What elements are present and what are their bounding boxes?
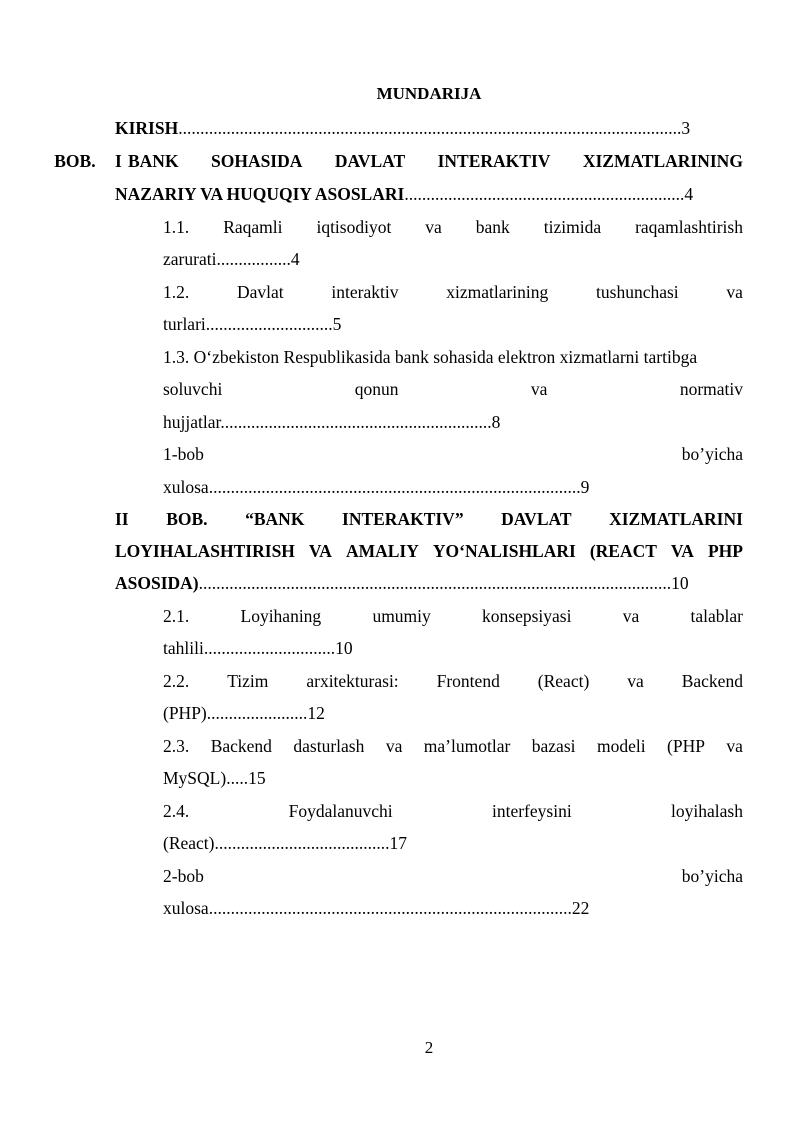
toc-page: 10	[335, 638, 353, 658]
leader-dots: ........................................	[214, 833, 390, 853]
toc-section-2-3[interactable]: 2.3. Backend dasturlash va ma’lumotlar bazasi modeli (PHP va	[163, 736, 743, 756]
toc-conclusion-1[interactable]: 1-bob bo’yicha	[163, 444, 743, 464]
toc-page: 15	[248, 768, 266, 788]
toc-chapter-2-heading[interactable]: II BOB. “BANK INTERAKTIV” DAVLAT XIZMATLARINI	[115, 509, 743, 529]
page-title: MUNDARIJA	[376, 84, 482, 103]
toc-chapter-2-tail[interactable]: ASOSIDA)............................................................................................................10	[115, 573, 689, 593]
toc-section-2-4[interactable]: 2.4. Foydalanuvchi interfeysini loyihalash	[163, 801, 743, 821]
leader-dots: ............................................................................................................	[198, 573, 672, 593]
toc-section-2-2[interactable]: 2.2. Tizim arxitekturasi: Frontend (React) va Backend	[163, 671, 743, 691]
page-number: 2	[424, 1038, 434, 1057]
leader-dots: ...................................................................................	[208, 898, 572, 918]
toc-page: 22	[571, 898, 590, 918]
leader-dots: ..............................................................	[220, 412, 492, 432]
toc-page: 12	[307, 703, 325, 723]
toc-conclusion-2[interactable]: 2-bob bo’yicha	[163, 866, 743, 886]
leader-dots: .............................	[205, 314, 333, 334]
toc-section-2-4-tail[interactable]: (React)........................................17	[163, 833, 407, 853]
toc-chapter-2-line2[interactable]: LOYIHALASHTIRISH VA AMALIY YO‘NALISHLARI (REACT VA PHP	[115, 541, 743, 561]
toc-page: 10	[671, 573, 689, 593]
toc-entry-kirish[interactable]: KIRISH...................................................................................................................3	[115, 118, 691, 138]
toc-page: 9	[580, 477, 590, 497]
toc-page: 8	[491, 412, 501, 432]
leader-dots: .......................	[206, 703, 308, 723]
toc-page: 17	[389, 833, 407, 853]
toc-conclusion-2-tail[interactable]: xulosa...................................................................................22	[163, 898, 590, 918]
leader-dots: ................................................................	[404, 184, 685, 204]
toc-page: 4	[684, 184, 694, 204]
toc-section-2-1[interactable]: 2.1. Loyihaning umumiy konsepsiyasi va talablar	[163, 606, 743, 626]
toc-chapter-1-heading[interactable]: I BOB. BANK SOHASIDA DAVLAT INTERAKTIV XIZMATLARINING	[54, 151, 743, 171]
toc-chapter-1-tail[interactable]: NAZARIY VA HUQUQIY ASOSLARI................................................................4	[115, 184, 694, 204]
toc-section-1-3[interactable]: 1.3. O‘zbekiston Respublikasida bank sohasida elektron xizmatlarni tartibga	[163, 347, 698, 367]
toc-section-1-2[interactable]: 1.2. Davlat interaktiv xizmatlarining tushunchasi va	[163, 282, 743, 302]
toc-section-1-1-tail[interactable]: zarurati.................4	[163, 249, 300, 269]
toc-section-2-1-tail[interactable]: tahlili..............................10	[163, 638, 353, 658]
leader-dots: .....................................................................................	[208, 477, 581, 497]
toc-section-1-3-tail[interactable]: hujjatlar..............................................................8	[163, 412, 501, 432]
toc-section-1-3-line2[interactable]: soluvchi qonun va normativ	[163, 379, 743, 399]
toc-section-1-1[interactable]: 1.1. Raqamli iqtisodiyot va bank tizimida raqamlashtirish	[163, 217, 743, 237]
toc-page: 3	[681, 118, 691, 138]
toc-section-2-2-tail[interactable]: (PHP).......................12	[163, 703, 325, 723]
leader-dots: ...................................................................................................................	[178, 118, 682, 138]
toc-page: 4	[290, 249, 300, 269]
leader-dots: .....	[226, 768, 249, 788]
leader-dots: ..............................	[203, 638, 336, 658]
toc-section-2-3-tail[interactable]: MySQL).....15	[163, 768, 266, 788]
toc-section-1-2-tail[interactable]: turlari.............................5	[163, 314, 342, 334]
toc-conclusion-1-tail[interactable]: xulosa.....................................................................................9	[163, 477, 590, 497]
toc-page: 5	[332, 314, 342, 334]
leader-dots: .................	[216, 249, 291, 269]
